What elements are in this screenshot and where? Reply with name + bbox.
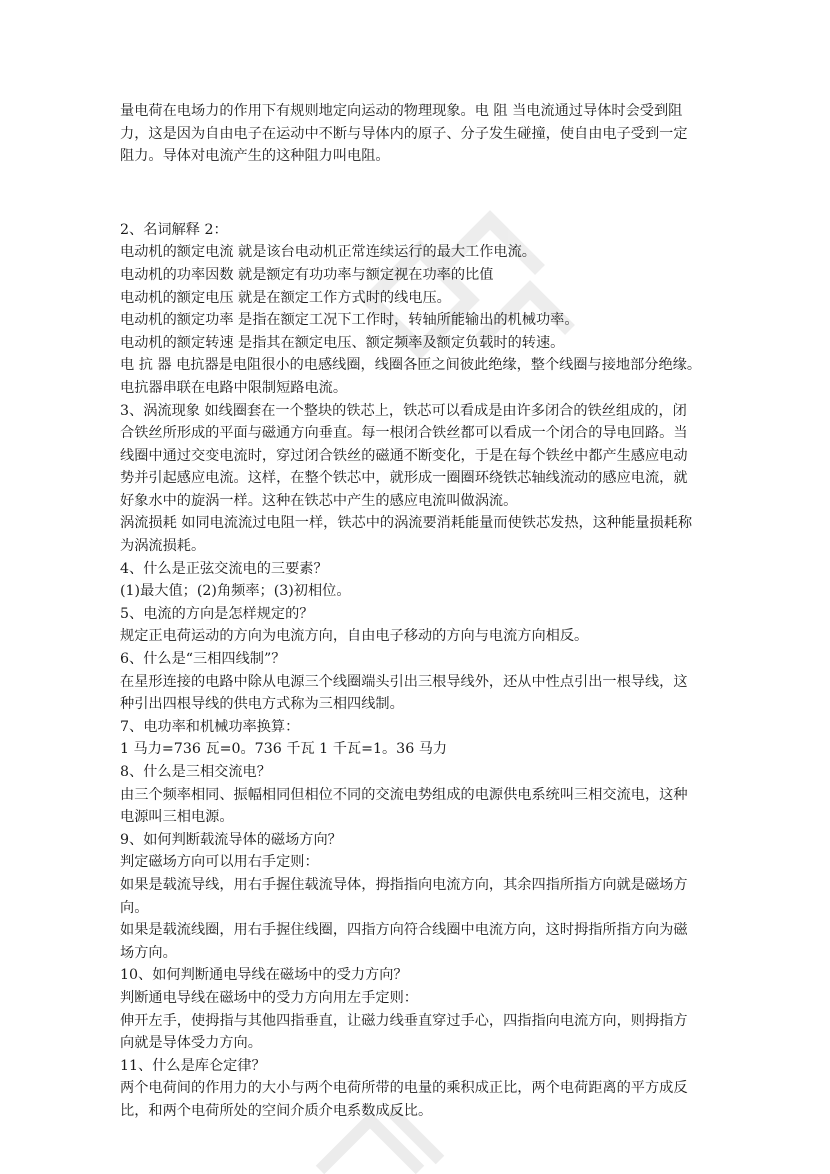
text-line: 7、电功率和机械功率换算： [120, 718, 300, 735]
text-line: 为涡流损耗。 [120, 538, 206, 555]
document-body [120, 100, 714, 1123]
text-line: 势并引起感应电流。这样，在整个铁芯中，就形成一圈圈环绕铁芯轴线流动的感应电流，就 [120, 470, 688, 487]
text-line: 阻力。导体对电流产生的这种阻力叫电阻。 [120, 148, 390, 165]
text-line: 2、名词解释 2： [120, 221, 228, 238]
text-line: 电动机的额定转速 是指其在额定电压、额定频率及额定负载时的转速。 [120, 334, 565, 351]
text-line: 好象水中的旋涡一样。这种在铁芯中产生的感应电流叫做涡流。 [120, 492, 518, 509]
text-line: 电 抗 器 电抗器是电阻很小的电感线圈，线圈各匝之间彼此绝缘，整个线圈与接地部分绝缘。 [120, 357, 702, 374]
text-line: 如果是载流导线，用右手握住载流导体，拇指指向电流方向，其余四指所指方向就是磁场方 [120, 876, 688, 893]
text-line: 规定正电荷运动的方向为电流方向，自由电子移动的方向与电流方向相反。 [120, 628, 589, 645]
text-line: 8、什么是三相交流电？ [120, 764, 271, 780]
text-line: 10、如何判断通电导线在磁场中的受力方向？ [120, 967, 408, 984]
text-line: 3、涡流现象 如线圈套在一个整块的铁芯上，铁芯可以看成是由许多闭合的铁丝组成的，闭 [120, 402, 687, 419]
text-line: 两个电荷间的作用力的大小与两个电荷所带的电量的乘积成正比，两个电荷距离的平方成反 [120, 1080, 688, 1097]
text-line: 判断通电导线在磁场中的受力方向用左手定则： [120, 989, 418, 1006]
text-line: 量电荷在电场力的作用下有规则地定向运动的物理现象。电 阻 当电流通过导体时会受到阻 [120, 103, 683, 119]
text-line: 线圈中通过交变电流时，穿过闭合铁丝的磁通不断变化，于是在每个铁丝中都产生感应电动 [120, 447, 688, 464]
text-line: 场方向。 [120, 944, 177, 961]
text-line: 电动机的额定电流 就是该台电动机正常连续运行的最大工作电流。 [120, 244, 536, 261]
text-line: 9、如何判断载流导体的磁场方向？ [120, 831, 342, 848]
text-line: 5、电流的方向是怎样规定的？ [120, 605, 314, 622]
text-line: 1 马力=736 瓦=0。736 千瓦 1 千瓦=1。36 马力 [120, 741, 448, 758]
text-line: 涡流损耗 如同电流流过电阻一样，铁芯中的涡流要消耗能量而使铁芯发热，这种能量损耗称 [120, 515, 693, 532]
text-line: 6、什么是“三相四线制”？ [120, 651, 286, 668]
text-line: 电动机的额定功率 是指在额定工况下工作时，转轴所能输出的机械功率。 [120, 312, 579, 329]
text-line: 在星形连接的电路中除从电源三个线圈端头引出三根导线外，还从中性点引出一根导线，这 [120, 673, 688, 690]
text-line: 伸开左手，使拇指与其他四指垂直，让磁力线垂直穿过手心，四指指向电流方向，则拇指方 [120, 1012, 688, 1029]
text-line: 电源叫三相电源。 [120, 809, 234, 826]
text-line: 电动机的额定电压 就是在额定工作方式时的线电压。 [120, 289, 451, 306]
text-line: (1)最大值；(2)角频率；(3)初相位。 [120, 583, 351, 600]
text-line: 电抗器串联在电路中限制短路电流。 [120, 379, 348, 396]
text-line: 比，和两个电荷所处的空间介质介电系数成反比。 [120, 1102, 433, 1119]
text-line: 向就是导体受力方向。 [120, 1035, 262, 1052]
text-line: 判定磁场方向可以用右手定则： [120, 854, 319, 871]
text-line: 4、什么是正弦交流电的三要素？ [120, 560, 328, 577]
blank-line [120, 182, 714, 205]
text-line: 合铁丝所形成的平面与磁通方向垂直。每一根闭合铁丝都可以看成一个闭合的导电回路。当 [120, 425, 688, 442]
text-line: 力，这是因为自由电子在运动中不断与导体内的原子、分子发生碰撞，使自由电子受到一定 [120, 125, 688, 142]
text-line: 11、什么是库仑定律？ [120, 1057, 266, 1074]
text-line: 电动机的功率因数 就是额定有功功率与额定视在功率的比值 [120, 266, 494, 283]
text-line: 由三个频率相同、振幅相同但相位不同的交流电势组成的电源供电系统叫三相交流电，这种 [120, 786, 688, 803]
text-line: 向。 [120, 899, 149, 916]
text-line: 种引出四根导线的供电方式称为三相四线制。 [120, 696, 404, 713]
text-line: 如果是载流线圈，用右手握住线圈，四指方向符合线圈中电流方向，这时拇指所指方向为磁 [120, 922, 688, 939]
